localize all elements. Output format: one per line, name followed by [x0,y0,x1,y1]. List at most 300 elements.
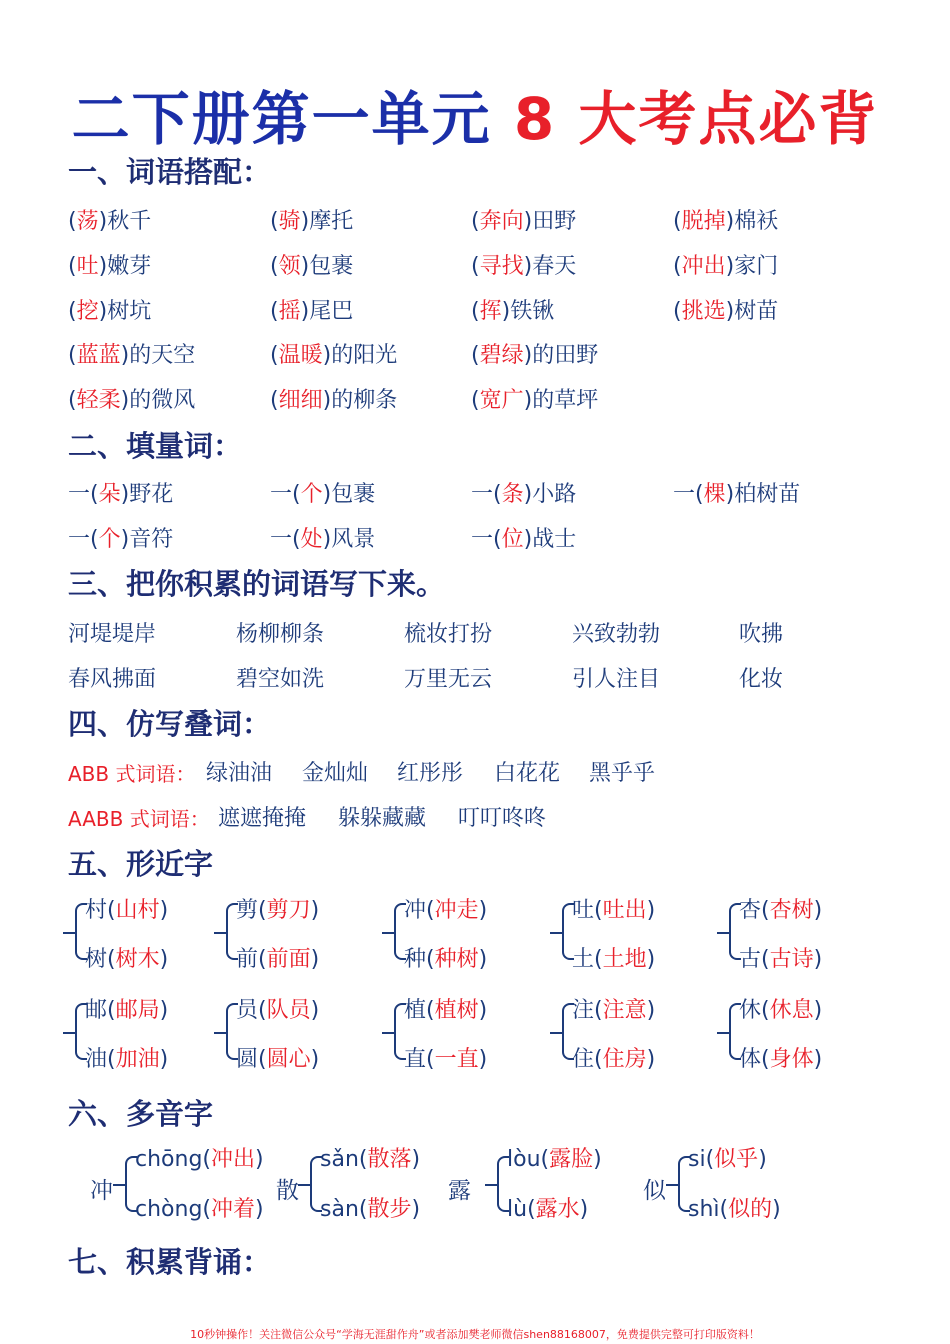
paren-open: ( [270,299,279,324]
paren-open: ( [270,388,279,413]
similar-char: 圆 [236,1047,259,1072]
paren-close: ) [523,527,533,552]
paren-close: ) [159,947,169,972]
similar-char-item [85,1042,168,1073]
similar-char: 邮 [85,998,108,1023]
paren-close: ) [523,254,533,279]
prefix-dash: 一 [673,482,696,507]
measure-word-item [68,477,173,508]
prefix-dash: 一 [68,482,91,507]
suffix-word: 的天空 [129,343,196,368]
similar-word: 注意 [602,998,647,1023]
paren-open: ( [426,898,435,923]
polyphone-word: 散落 [367,1147,412,1172]
polyphone-reading [135,1142,264,1173]
paren-close: ) [310,898,320,923]
prefix-dash: 一 [471,482,494,507]
paren-close: ) [646,998,656,1023]
paren-close: ) [646,947,656,972]
accumulate-word: 碧空如洗 [236,667,325,692]
answer-word: 挑选 [681,299,726,324]
paren-open: ( [426,998,435,1023]
abb-word: 红彤彤 [397,761,464,786]
paren-open: ( [258,947,267,972]
answer-word: 棵 [703,482,726,507]
paren-close: ) [300,254,310,279]
paren-close: ) [255,1197,264,1222]
collocation-item [471,249,576,280]
polyphone-char: 似 [643,1178,666,1204]
paren-close: ) [523,482,533,507]
polyphone-word: 冲出 [211,1147,256,1172]
paren-open: ( [705,1147,715,1172]
answer-word: 寻找 [479,254,524,279]
paren-open: ( [90,482,99,507]
measure-word-item [68,522,173,553]
paren-close: ) [98,299,108,324]
suffix-word: 树苗 [734,299,779,324]
aabb-word: 遮遮掩掩 [218,806,307,831]
answer-word: 挖 [76,299,99,324]
abb-word: 黑乎乎 [589,761,656,786]
paren-close: ) [501,299,511,324]
paren-open: ( [426,1047,435,1072]
collocation-item [270,294,353,325]
suffix-word: 春天 [532,254,577,279]
accumulate-word: 引人注目 [572,667,661,692]
polyphone-word: 似的 [728,1197,773,1222]
paren-open: ( [107,998,116,1023]
collocation-item [270,249,353,280]
section-heading-accumulate: 三、把你积累的词语写下来。 [68,567,446,601]
paren-open: ( [594,998,603,1023]
paren-close: ) [725,254,735,279]
suffix-word: 田野 [532,209,577,234]
paren-close: ) [310,1047,320,1072]
similar-word: 圆心 [266,1047,311,1072]
paren-open: ( [493,527,502,552]
pinyin: chòng [135,1197,203,1222]
suffix-word: 的柳条 [331,388,398,413]
paren-close: ) [646,1047,656,1072]
similar-char: 冲 [404,898,427,923]
similar-word: 山村 [115,898,160,923]
polyphone-word: 露水 [535,1197,580,1222]
paren-open: ( [68,343,77,368]
paren-close: ) [310,998,320,1023]
answer-word: 位 [501,527,524,552]
paren-close: ) [593,1147,602,1172]
accumulate-word: 万里无云 [404,667,493,692]
suffix-word: 树坑 [107,299,152,324]
paren-close: ) [813,998,823,1023]
paren-open: ( [292,527,301,552]
measure-word-item [270,522,375,553]
similar-char-item [85,893,168,924]
collocation-item [68,338,195,369]
paren-close: ) [300,299,310,324]
abb-word: 白花花 [494,761,561,786]
paren-open: ( [471,254,480,279]
abb-word: 绿油油 [206,761,273,786]
aabb-word: 躲躲藏藏 [338,806,427,831]
suffix-word: 的微风 [129,388,196,413]
suffix-word: 秋千 [107,209,152,234]
pinyin: chōng [135,1147,203,1172]
paren-close: ) [478,898,488,923]
pinyin: si [688,1147,706,1172]
accumulate-word: 梳妆打扮 [404,622,493,647]
accumulate-word: 兴致勃勃 [572,622,661,647]
paren-close: ) [478,1047,488,1072]
answer-word: 碧绿 [479,343,524,368]
collocation-item [68,249,151,280]
paren-open: ( [527,1197,536,1222]
polyphone-reading [688,1142,767,1173]
paren-close: ) [523,209,533,234]
collocation-item [68,383,195,414]
similar-word: 休息 [769,998,814,1023]
similar-char-item [236,993,319,1024]
similar-word: 冲走 [434,898,479,923]
answer-word: 蓝蓝 [76,343,121,368]
paren-close: ) [725,482,735,507]
paren-close: ) [758,1147,767,1172]
similar-char: 体 [739,1047,762,1072]
similar-word: 吐出 [602,898,647,923]
collocation-item [471,338,598,369]
paren-close: ) [523,388,533,413]
paren-close: ) [322,388,332,413]
similar-char-item [236,1042,319,1073]
answer-word: 个 [98,527,121,552]
aabb-label: AABB 式词语： [68,807,210,831]
paren-open: ( [107,947,116,972]
paren-close: ) [646,898,656,923]
collocation-item [270,338,397,369]
pinyin: sǎn [320,1147,359,1172]
pinyin: lòu [507,1147,541,1172]
similar-char: 直 [404,1047,427,1072]
prefix-dash: 一 [471,527,494,552]
similar-char: 休 [739,998,762,1023]
similar-word: 住房 [602,1047,647,1072]
similar-char: 古 [739,947,762,972]
similar-char: 土 [572,947,595,972]
polyphone-reading [507,1192,588,1223]
paren-close: ) [159,1047,169,1072]
paren-open: ( [673,254,682,279]
paren-open: ( [761,947,770,972]
similar-char: 剪 [236,898,259,923]
paren-close: ) [120,482,130,507]
polyphone-word: 散步 [367,1197,412,1222]
suffix-word: 嫩芽 [107,254,152,279]
suffix-word: 铁锹 [510,299,555,324]
accumulate-word: 吹拂 [739,622,784,647]
footer-note: 10秒钟操作！关注微信公众号“学海无涯甜作舟”或者添加樊老师微信shen88168007，免费提供完整可打印版资料！ [190,1328,760,1341]
paren-close: ) [120,388,130,413]
similar-char-item [404,1042,487,1073]
answer-word: 荡 [76,209,99,234]
prefix-dash: 一 [68,527,91,552]
paren-open: ( [471,209,480,234]
answer-word: 细细 [278,388,323,413]
similar-char-item [572,1042,655,1073]
aabb-word: 叮叮咚咚 [458,806,547,831]
polyphone-reading [507,1142,602,1173]
similar-char: 前 [236,947,259,972]
collocation-item [471,383,598,414]
similar-word: 身体 [769,1047,814,1072]
collocation-item [68,294,151,325]
polyphone-char: 露 [448,1178,471,1204]
title-accent: 8 大考点必背 [513,85,879,153]
similar-word: 种树 [434,947,479,972]
collocation-item [471,294,554,325]
paren-open: ( [471,388,480,413]
answer-word: 条 [501,482,524,507]
paren-open: ( [202,1197,212,1222]
paren-open: ( [594,1047,603,1072]
accumulate-word: 春风拂面 [68,667,157,692]
paren-open: ( [68,254,77,279]
similar-word: 邮局 [115,998,160,1023]
paren-close: ) [813,1047,823,1072]
answer-word: 轻柔 [76,388,121,413]
paren-close: ) [523,343,533,368]
paren-close: ) [322,343,332,368]
similar-char-item [404,942,487,973]
paren-open: ( [90,527,99,552]
paren-open: ( [761,1047,770,1072]
similar-char-item [739,993,822,1024]
answer-word: 骑 [278,209,301,234]
paren-open: ( [471,343,480,368]
suffix-word: 的草坪 [532,388,599,413]
prefix-dash: 一 [270,527,293,552]
paren-open: ( [471,299,480,324]
paren-open: ( [594,898,603,923]
paren-open: ( [673,209,682,234]
polyphone-reading [135,1192,264,1223]
similar-char-item [85,993,168,1024]
similar-char-item [739,942,822,973]
answer-word: 摇 [278,299,301,324]
suffix-word: 的阳光 [331,343,398,368]
paren-close: ) [772,1197,781,1222]
polyphone-char: 冲 [90,1178,113,1204]
paren-open: ( [358,1147,368,1172]
collocation-item [270,204,353,235]
similar-char: 村 [85,898,108,923]
similar-char-item [572,942,655,973]
paren-open: ( [695,482,704,507]
similar-char-item [236,893,319,924]
similar-char-item [236,942,319,973]
suffix-word: 小路 [532,482,577,507]
title-main: 二下册第一单元 [71,85,492,153]
page-title [0,72,950,156]
similar-word: 土地 [602,947,647,972]
polyphone-reading [688,1192,781,1223]
section-heading-collocation: 一、词语搭配： [68,155,272,189]
suffix-word: 包裹 [331,482,376,507]
paren-close: ) [725,209,735,234]
paren-close: ) [98,254,108,279]
paren-open: ( [426,947,435,972]
polyphone-word: 似乎 [714,1147,759,1172]
paren-close: ) [322,527,332,552]
collocation-item [270,383,397,414]
paren-close: ) [98,209,108,234]
paren-open: ( [68,299,77,324]
suffix-word: 棉袄 [734,209,779,234]
paren-open: ( [107,898,116,923]
similar-char: 种 [404,947,427,972]
paren-open: ( [270,254,279,279]
answer-word: 个 [300,482,323,507]
collocation-item [68,204,151,235]
answer-word: 温暖 [278,343,323,368]
suffix-word: 战士 [532,527,577,552]
answer-word: 奔向 [479,209,524,234]
similar-word: 剪刀 [266,898,311,923]
paren-close: ) [322,482,332,507]
answer-word: 朵 [98,482,121,507]
similar-word: 树木 [115,947,160,972]
paren-open: ( [270,209,279,234]
section-heading-recite: 七、积累背诵： [68,1245,272,1279]
paren-close: ) [300,209,310,234]
similar-char-item [572,893,655,924]
section-heading-reduplication: 四、仿写叠词： [68,707,272,741]
section-heading-polyphones: 六、多音字 [68,1097,214,1131]
suffix-word: 风景 [331,527,376,552]
paren-close: ) [813,898,823,923]
answer-word: 吐 [76,254,99,279]
paren-close: ) [478,947,488,972]
abb-word: 金灿灿 [302,761,369,786]
paren-close: ) [120,343,130,368]
suffix-word: 摩托 [309,209,354,234]
paren-open: ( [719,1197,729,1222]
polyphone-char: 散 [276,1178,299,1204]
similar-char-item [739,893,822,924]
paren-close: ) [310,947,320,972]
measure-word-item [270,477,375,508]
similar-char-item [739,1042,822,1073]
paren-close: ) [411,1147,421,1172]
paren-open: ( [202,1147,212,1172]
answer-word: 冲出 [681,254,726,279]
paren-close: ) [411,1197,421,1222]
measure-word-item [673,477,800,508]
measure-word-item [471,522,576,553]
similar-char-item [404,993,487,1024]
polyphone-word: 露脸 [549,1147,594,1172]
paren-open: ( [107,1047,116,1072]
pinyin: shì [688,1197,720,1222]
section-heading-similar-chars: 五、形近字 [68,847,214,881]
accumulate-word: 化妆 [739,667,784,692]
paren-open: ( [761,998,770,1023]
collocation-item [471,204,576,235]
paren-open: ( [673,299,682,324]
measure-word-item [471,477,576,508]
paren-close: ) [159,998,169,1023]
paren-open: ( [68,209,77,234]
similar-word: 一直 [434,1047,479,1072]
paren-open: ( [358,1197,368,1222]
similar-char: 员 [236,998,259,1023]
collocation-item [673,294,778,325]
suffix-word: 包裹 [309,254,354,279]
suffix-word: 的田野 [532,343,599,368]
similar-word: 前面 [266,947,311,972]
answer-word: 处 [300,527,323,552]
paren-open: ( [540,1147,550,1172]
paren-close: ) [725,299,735,324]
similar-char: 树 [85,947,108,972]
paren-open: ( [258,898,267,923]
answer-word: 挥 [479,299,502,324]
answer-word: 宽广 [479,388,524,413]
similar-char: 植 [404,998,427,1023]
answer-word: 领 [278,254,301,279]
paren-close: ) [159,898,169,923]
polyphone-word: 冲着 [211,1197,256,1222]
paren-open: ( [258,998,267,1023]
similar-char: 杏 [739,898,762,923]
suffix-word: 家门 [734,254,779,279]
similar-char-item [85,942,168,973]
paren-open: ( [761,898,770,923]
abb-label: ABB 式词语： [68,762,196,786]
pinyin: lù [507,1197,528,1222]
paren-open: ( [493,482,502,507]
collocation-item [673,204,778,235]
paren-close: ) [120,527,130,552]
similar-char: 油 [85,1047,108,1072]
similar-char: 住 [572,1047,595,1072]
similar-word: 植树 [434,998,479,1023]
suffix-word: 柏树苗 [734,482,801,507]
similar-word: 加油 [115,1047,160,1072]
paren-open: ( [270,343,279,368]
suffix-word: 尾巴 [309,299,354,324]
similar-word: 古诗 [769,947,814,972]
paren-open: ( [258,1047,267,1072]
similar-char: 注 [572,998,595,1023]
similar-word: 队员 [266,998,311,1023]
similar-word: 杏树 [769,898,814,923]
abb-row [0,756,950,796]
polyphone-reading [320,1142,420,1173]
paren-close: ) [255,1147,264,1172]
accumulate-word: 杨柳柳条 [236,622,325,647]
paren-close: ) [813,947,823,972]
collocation-item [673,249,778,280]
suffix-word: 音符 [129,527,174,552]
answer-word: 脱掉 [681,209,726,234]
similar-char-item [572,993,655,1024]
similar-char: 吐 [572,898,595,923]
paren-open: ( [292,482,301,507]
paren-close: ) [478,998,488,1023]
paren-close: ) [579,1197,589,1222]
paren-open: ( [594,947,603,972]
